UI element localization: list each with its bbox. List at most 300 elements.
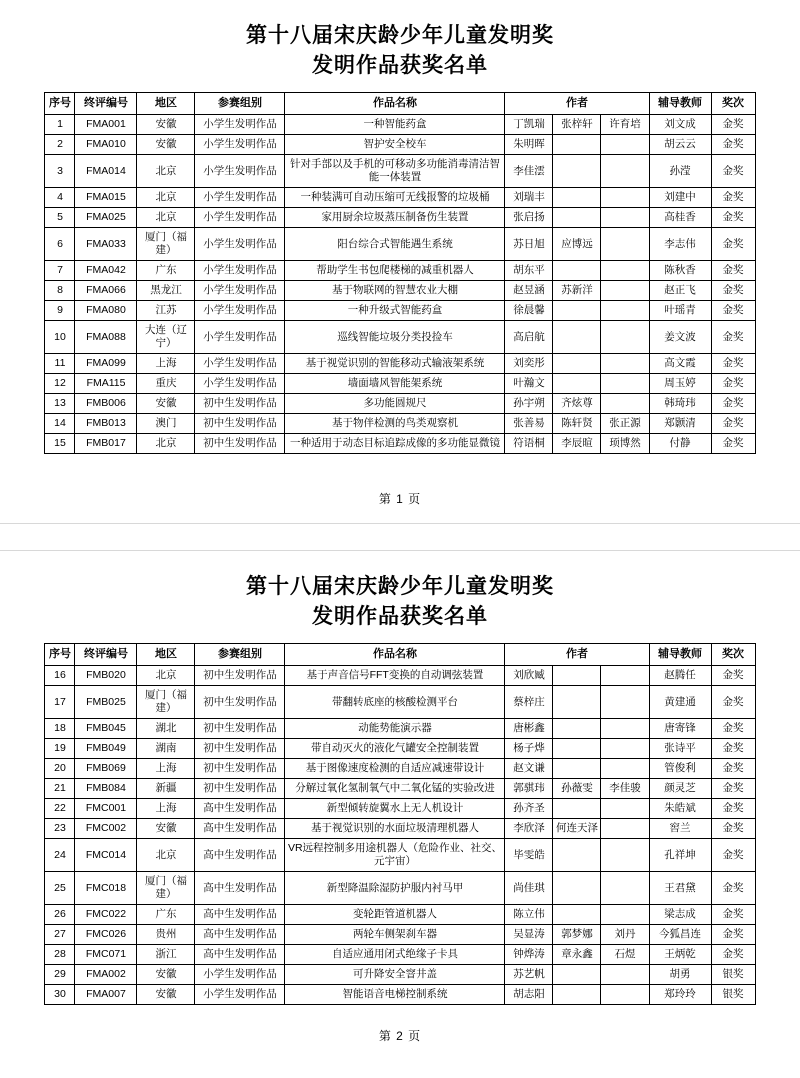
title-line-2: 发明作品获奖名单 (312, 53, 488, 77)
cell-author: 郭骐玮 (505, 779, 553, 799)
award-table-page-2 (44, 643, 755, 1005)
cell-area: 湖北 (137, 719, 195, 739)
cell-group: 小学生发明作品 (195, 301, 285, 321)
cell-code: FMA010 (75, 135, 137, 155)
cell-teacher: 王炳乾 (649, 945, 711, 965)
cell-author (601, 872, 649, 905)
cell-group: 初中生发明作品 (195, 739, 285, 759)
cell-author (553, 759, 601, 779)
cell-index: 23 (45, 819, 75, 839)
cell-work-name: 分解过氧化氢制氧气中二氧化锰的实验改进 (285, 779, 505, 799)
cell-index: 9 (45, 301, 75, 321)
cell-teacher: 叶瑶青 (649, 301, 711, 321)
cell-prize: 金奖 (711, 155, 755, 188)
cell-index: 1 (45, 115, 75, 135)
cell-author: 苏日旭 (505, 228, 553, 261)
cell-prize: 金奖 (711, 228, 755, 261)
cell-group: 小学生发明作品 (195, 965, 285, 985)
cell-author: 胡东平 (505, 261, 553, 281)
cell-author (553, 374, 601, 394)
cell-work-name: 基于视觉识别的智能移动式输液架系统 (285, 354, 505, 374)
cell-teacher: 刘文成 (649, 115, 711, 135)
cell-author: 朱明晖 (505, 135, 553, 155)
table-body-page-2 (45, 666, 755, 1005)
cell-code: FMA007 (75, 985, 137, 1005)
table-row (45, 321, 755, 354)
cell-author: 郭梦娜 (553, 925, 601, 945)
cell-group: 小学生发明作品 (195, 261, 285, 281)
cell-prize: 金奖 (711, 779, 755, 799)
cell-prize: 金奖 (711, 414, 755, 434)
cell-author: 张正源 (601, 414, 649, 434)
cell-prize: 金奖 (711, 945, 755, 965)
document-page-2 (0, 551, 800, 1060)
cell-area: 广东 (137, 261, 195, 281)
col-header-index: 序号 (45, 644, 75, 666)
cell-work-name: 自适应通用闭式绝缘子卡具 (285, 945, 505, 965)
cell-code: FMA033 (75, 228, 137, 261)
cell-teacher: 张诗平 (649, 739, 711, 759)
cell-index: 30 (45, 985, 75, 1005)
cell-area: 上海 (137, 354, 195, 374)
cell-author (601, 839, 649, 872)
cell-index: 6 (45, 228, 75, 261)
cell-index: 25 (45, 872, 75, 905)
cell-group: 初中生发明作品 (195, 434, 285, 454)
cell-author (553, 188, 601, 208)
page-separator (0, 523, 800, 551)
table-row (45, 135, 755, 155)
cell-code: FMB049 (75, 739, 137, 759)
col-header-prize: 奖次 (711, 93, 755, 115)
cell-prize: 金奖 (711, 666, 755, 686)
cell-index: 11 (45, 354, 75, 374)
cell-author: 杨子烨 (505, 739, 553, 759)
table-header-row (45, 93, 755, 115)
cell-author (601, 188, 649, 208)
cell-group: 小学生发明作品 (195, 208, 285, 228)
cell-teacher: 周玉婷 (649, 374, 711, 394)
cell-area: 安徽 (137, 819, 195, 839)
col-header-teacher: 辅导教师 (649, 644, 711, 666)
cell-code: FMB020 (75, 666, 137, 686)
table-row (45, 759, 755, 779)
cell-author: 张梓轩 (553, 115, 601, 135)
cell-work-name: 动能势能演示器 (285, 719, 505, 739)
cell-group: 初中生发明作品 (195, 686, 285, 719)
cell-work-name: 带翻转底座的核酸检测平台 (285, 686, 505, 719)
cell-work-name: 一种适用于动态目标追踪成像的多功能显微镜 (285, 434, 505, 454)
cell-author (601, 321, 649, 354)
cell-area: 上海 (137, 759, 195, 779)
cell-group: 初中生发明作品 (195, 779, 285, 799)
col-header-code: 终评编号 (75, 644, 137, 666)
cell-index: 7 (45, 261, 75, 281)
cell-author: 高启航 (505, 321, 553, 354)
table-row (45, 719, 755, 739)
cell-author: 蔡梓庄 (505, 686, 553, 719)
table-row (45, 965, 755, 985)
cell-work-name: 智能语音电梯控制系统 (285, 985, 505, 1005)
table-row (45, 394, 755, 414)
cell-index: 14 (45, 414, 75, 434)
cell-prize: 金奖 (711, 208, 755, 228)
cell-author (553, 666, 601, 686)
cell-area: 安徽 (137, 135, 195, 155)
cell-author: 李欣泽 (505, 819, 553, 839)
cell-author: 张善易 (505, 414, 553, 434)
cell-area: 北京 (137, 188, 195, 208)
cell-code: FMA001 (75, 115, 137, 135)
cell-author: 陈轩贤 (553, 414, 601, 434)
cell-author (601, 985, 649, 1005)
col-header-work: 作品名称 (285, 93, 505, 115)
cell-code: FMC014 (75, 839, 137, 872)
table-row (45, 188, 755, 208)
cell-index: 27 (45, 925, 75, 945)
cell-work-name: 基于图像速度检测的自适应减速带设计 (285, 759, 505, 779)
col-header-area: 地区 (137, 93, 195, 115)
cell-work-name: 家用厨余垃圾蒸压制备伤生装置 (285, 208, 505, 228)
cell-author: 刘奕彤 (505, 354, 553, 374)
cell-author (553, 799, 601, 819)
cell-author (601, 374, 649, 394)
cell-group: 小学生发明作品 (195, 228, 285, 261)
cell-author (553, 261, 601, 281)
cell-author: 刘瑞丰 (505, 188, 553, 208)
page-footer-2: 第 2 页 (378, 1029, 422, 1043)
cell-code: FMC001 (75, 799, 137, 819)
cell-index: 17 (45, 686, 75, 719)
cell-author (601, 354, 649, 374)
cell-index: 4 (45, 188, 75, 208)
table-row (45, 945, 755, 965)
cell-code: FMB006 (75, 394, 137, 414)
page-footer-1: 第 1 页 (378, 492, 422, 506)
table-header-row (45, 644, 755, 666)
cell-prize: 金奖 (711, 872, 755, 905)
cell-author: 张启扬 (505, 208, 553, 228)
cell-author (601, 965, 649, 985)
table-row (45, 819, 755, 839)
cell-area: 湖南 (137, 739, 195, 759)
table-row (45, 414, 755, 434)
cell-author (601, 228, 649, 261)
cell-work-name: 一种装满可自动压缩可无线报警的垃圾桶 (285, 188, 505, 208)
cell-author (601, 905, 649, 925)
cell-author: 唐彬鑫 (505, 719, 553, 739)
cell-work-name: 阳台综合式智能遇生系统 (285, 228, 505, 261)
cell-index: 12 (45, 374, 75, 394)
cell-area: 江苏 (137, 301, 195, 321)
cell-group: 小学生发明作品 (195, 354, 285, 374)
table-row (45, 374, 755, 394)
table-row (45, 925, 755, 945)
cell-group: 高中生发明作品 (195, 925, 285, 945)
document-page-1 (0, 0, 800, 523)
cell-author: 符语桐 (505, 434, 553, 454)
table-body-page-1 (45, 115, 755, 454)
cell-teacher: 赵腾任 (649, 666, 711, 686)
title-line-1: 第十八届宋庆龄少年儿童发明奖 (246, 23, 554, 47)
cell-author (601, 155, 649, 188)
cell-work-name: 一种智能药盒 (285, 115, 505, 135)
col-header-group: 参赛组别 (195, 93, 285, 115)
cell-code: FMC071 (75, 945, 137, 965)
table-row (45, 208, 755, 228)
cell-author: 李辰暄 (553, 434, 601, 454)
cell-work-name: VR远程控制多用途机器人（危险作业、社交、元宇宙） (285, 839, 505, 872)
cell-teacher: 高文霞 (649, 354, 711, 374)
cell-prize: 金奖 (711, 115, 755, 135)
cell-author: 苏艺帆 (505, 965, 553, 985)
cell-area: 厦门（福建） (137, 872, 195, 905)
cell-author (601, 281, 649, 301)
cell-group: 小学生发明作品 (195, 281, 285, 301)
cell-author (601, 666, 649, 686)
table-row (45, 872, 755, 905)
cell-area: 澳门 (137, 414, 195, 434)
col-header-prize: 奖次 (711, 644, 755, 666)
cell-prize: 金奖 (711, 434, 755, 454)
col-header-code: 终评编号 (75, 93, 137, 115)
cell-prize: 金奖 (711, 281, 755, 301)
col-header-authors: 作者 (505, 93, 649, 115)
cell-code: FMA088 (75, 321, 137, 354)
cell-work-name: 新型降温除湿防护服内衬马甲 (285, 872, 505, 905)
table-row (45, 905, 755, 925)
cell-work-name: 多功能圆规尺 (285, 394, 505, 414)
cell-code: FMA042 (75, 261, 137, 281)
cell-code: FMC026 (75, 925, 137, 945)
cell-group: 高中生发明作品 (195, 905, 285, 925)
cell-author: 齐炫尊 (553, 394, 601, 414)
cell-teacher: 韩琦玮 (649, 394, 711, 414)
cell-author: 李佳骏 (601, 779, 649, 799)
cell-author (553, 321, 601, 354)
table-row (45, 839, 755, 872)
table-row (45, 434, 755, 454)
cell-author: 赵昱涵 (505, 281, 553, 301)
cell-code: FMC018 (75, 872, 137, 905)
cell-author: 何连天泽 (553, 819, 601, 839)
cell-index: 26 (45, 905, 75, 925)
cell-author (553, 208, 601, 228)
cell-teacher: 管俊利 (649, 759, 711, 779)
cell-author: 尚佳琪 (505, 872, 553, 905)
cell-group: 小学生发明作品 (195, 374, 285, 394)
cell-group: 初中生发明作品 (195, 759, 285, 779)
cell-author: 许育培 (601, 115, 649, 135)
cell-work-name: 基于物伴检测的鸟类观察机 (285, 414, 505, 434)
cell-index: 15 (45, 434, 75, 454)
cell-group: 高中生发明作品 (195, 872, 285, 905)
award-table-page-1 (44, 92, 755, 454)
col-header-group: 参赛组别 (195, 644, 285, 666)
cell-author: 赵文谦 (505, 759, 553, 779)
cell-area: 安徽 (137, 394, 195, 414)
cell-work-name: 帮助学生书包爬楼梯的减重机器人 (285, 261, 505, 281)
cell-area: 北京 (137, 155, 195, 188)
cell-work-name: 带自动灭火的液化气罐安全控制装置 (285, 739, 505, 759)
cell-index: 24 (45, 839, 75, 872)
cell-author (553, 739, 601, 759)
cell-author (553, 839, 601, 872)
cell-index: 10 (45, 321, 75, 354)
cell-prize: 金奖 (711, 925, 755, 945)
cell-work-name: 针对手部以及手机的可移动多功能消毒清洁智能一体装置 (285, 155, 505, 188)
cell-index: 22 (45, 799, 75, 819)
cell-code: FMB017 (75, 434, 137, 454)
table-row (45, 779, 755, 799)
cell-author (553, 354, 601, 374)
cell-author (553, 985, 601, 1005)
cell-group: 小学生发明作品 (195, 135, 285, 155)
cell-area: 北京 (137, 208, 195, 228)
cell-teacher: 今狐昌连 (649, 925, 711, 945)
cell-teacher: 朱皓斌 (649, 799, 711, 819)
cell-teacher: 郑玲玲 (649, 985, 711, 1005)
cell-author: 孙薇雯 (553, 779, 601, 799)
cell-prize: 金奖 (711, 905, 755, 925)
cell-group: 高中生发明作品 (195, 945, 285, 965)
cell-index: 13 (45, 394, 75, 414)
cell-area: 上海 (137, 799, 195, 819)
cell-teacher: 陈秋香 (649, 261, 711, 281)
cell-index: 21 (45, 779, 75, 799)
cell-prize: 金奖 (711, 188, 755, 208)
cell-area: 重庆 (137, 374, 195, 394)
cell-teacher: 李志伟 (649, 228, 711, 261)
cell-code: FMA099 (75, 354, 137, 374)
cell-code: FMA066 (75, 281, 137, 301)
cell-code: FMB069 (75, 759, 137, 779)
cell-author: 苏新洋 (553, 281, 601, 301)
cell-work-name: 变轮距管道机器人 (285, 905, 505, 925)
cell-prize: 金奖 (711, 739, 755, 759)
cell-code: FMB045 (75, 719, 137, 739)
cell-author (553, 686, 601, 719)
cell-prize: 银奖 (711, 985, 755, 1005)
cell-teacher: 窖兰 (649, 819, 711, 839)
cell-prize: 金奖 (711, 686, 755, 719)
cell-author: 胡志阳 (505, 985, 553, 1005)
cell-author (601, 208, 649, 228)
cell-author: 毕雯皓 (505, 839, 553, 872)
col-header-area: 地区 (137, 644, 195, 666)
col-header-index: 序号 (45, 93, 75, 115)
cell-index: 16 (45, 666, 75, 686)
cell-work-name: 可升降安全窨井盖 (285, 965, 505, 985)
cell-author: 应博远 (553, 228, 601, 261)
table-row (45, 115, 755, 135)
cell-teacher: 颜灵芝 (649, 779, 711, 799)
cell-author (553, 872, 601, 905)
cell-group: 小学生发明作品 (195, 188, 285, 208)
table-row (45, 261, 755, 281)
cell-teacher: 梁志成 (649, 905, 711, 925)
cell-teacher: 刘建中 (649, 188, 711, 208)
cell-work-name: 基于物联网的智慧农业大棚 (285, 281, 505, 301)
cell-author (601, 759, 649, 779)
cell-teacher: 王君黛 (649, 872, 711, 905)
cell-work-name: 两轮车侧架刹车器 (285, 925, 505, 945)
cell-index: 19 (45, 739, 75, 759)
cell-teacher: 赵正飞 (649, 281, 711, 301)
cell-code: FMA002 (75, 965, 137, 985)
cell-author: 叶瀚文 (505, 374, 553, 394)
cell-author (553, 155, 601, 188)
cell-author: 刘欣臧 (505, 666, 553, 686)
cell-area: 浙江 (137, 945, 195, 965)
cell-author (601, 686, 649, 719)
cell-author (553, 301, 601, 321)
col-header-teacher: 辅导教师 (649, 93, 711, 115)
cell-prize: 金奖 (711, 374, 755, 394)
cell-index: 8 (45, 281, 75, 301)
cell-group: 初中生发明作品 (195, 394, 285, 414)
cell-code: FMA080 (75, 301, 137, 321)
cell-author: 李佳澐 (505, 155, 553, 188)
cell-prize: 金奖 (711, 261, 755, 281)
cell-area: 北京 (137, 434, 195, 454)
cell-code: FMA025 (75, 208, 137, 228)
cell-area: 北京 (137, 666, 195, 686)
cell-code: FMA015 (75, 188, 137, 208)
cell-author (553, 905, 601, 925)
cell-work-name: 基于声音信号FFT变换的自动调弦装置 (285, 666, 505, 686)
cell-area: 安徽 (137, 985, 195, 1005)
cell-index: 28 (45, 945, 75, 965)
cell-area: 厦门（福建） (137, 228, 195, 261)
cell-author (601, 799, 649, 819)
cell-work-name: 一种升级式智能药盒 (285, 301, 505, 321)
cell-code: FMB084 (75, 779, 137, 799)
cell-index: 18 (45, 719, 75, 739)
cell-area: 新疆 (137, 779, 195, 799)
title-line-2: 发明作品获奖名单 (312, 604, 488, 628)
cell-author (553, 719, 601, 739)
cell-group: 小学生发明作品 (195, 985, 285, 1005)
cell-group: 高中生发明作品 (195, 839, 285, 872)
cell-area: 安徽 (137, 965, 195, 985)
cell-area: 厦门（福建） (137, 686, 195, 719)
cell-author (601, 261, 649, 281)
cell-area: 贵州 (137, 925, 195, 945)
cell-author: 徐晨馨 (505, 301, 553, 321)
cell-prize: 金奖 (711, 819, 755, 839)
cell-author: 刘丹 (601, 925, 649, 945)
table-row (45, 666, 755, 686)
cell-work-name: 新型倾转旋翼水上无人机设计 (285, 799, 505, 819)
cell-teacher: 高桂香 (649, 208, 711, 228)
cell-prize: 金奖 (711, 135, 755, 155)
cell-code: FMC022 (75, 905, 137, 925)
cell-author (553, 135, 601, 155)
cell-prize: 金奖 (711, 301, 755, 321)
cell-teacher: 唐寄锋 (649, 719, 711, 739)
cell-author: 吴显涛 (505, 925, 553, 945)
cell-group: 高中生发明作品 (195, 819, 285, 839)
table-row (45, 155, 755, 188)
cell-code: FMC002 (75, 819, 137, 839)
cell-group: 小学生发明作品 (195, 115, 285, 135)
cell-author: 孙宇朔 (505, 394, 553, 414)
cell-group: 初中生发明作品 (195, 666, 285, 686)
cell-author (601, 301, 649, 321)
cell-teacher: 孔祥坤 (649, 839, 711, 872)
cell-index: 20 (45, 759, 75, 779)
